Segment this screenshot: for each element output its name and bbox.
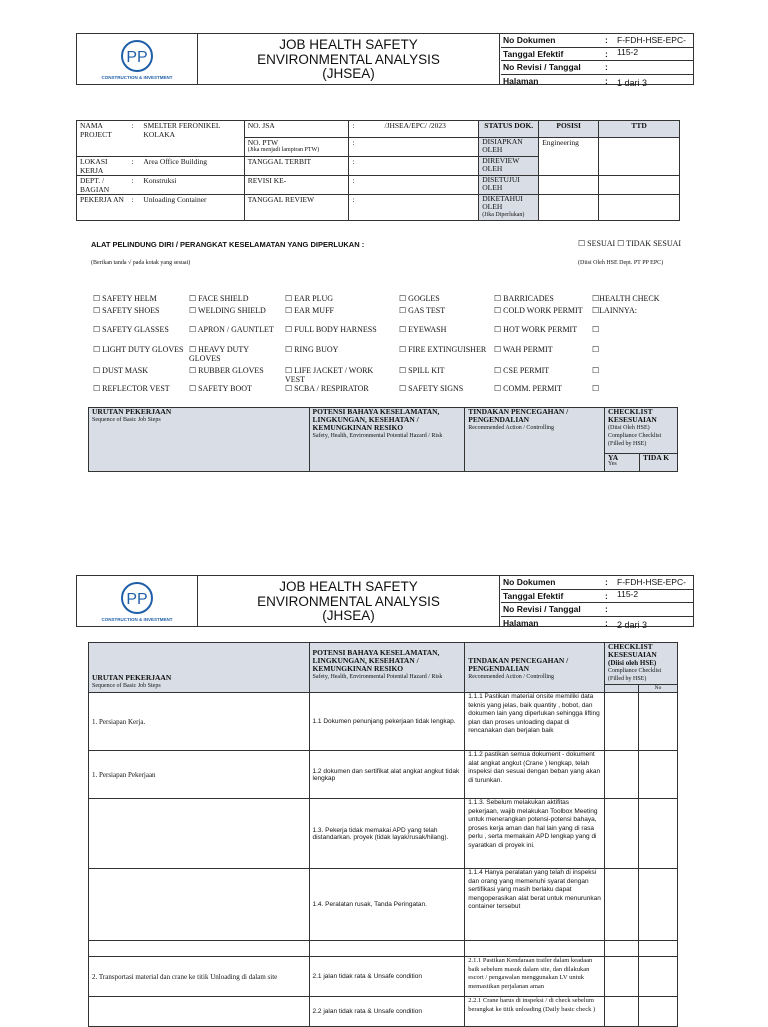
document-title: JOB HEALTH SAFETY ENVIRONMENTAL ANALYSIS (JHSEA) [198,34,500,84]
ppe-item[interactable]: ☐ SAFETY HELM [93,294,157,303]
action-cell: 2.2.1 Crane harus di inspeksi / di check sebelum berangkat ke titik unloading (Daily basic check ) [465,997,605,1027]
ppe-item[interactable]: ☐ GOGLES [399,294,440,303]
ppe-item[interactable]: ☐ WAH PERMIT [494,345,553,354]
project-info-table: NAMA PROJECT : SMELTER FERONIKEL KOLAKA NO. JSA : /JHSEA/EPC/ /2023 STATUS DOK. POSISI TTD NO. PTW (Jika menjadi lampiran PTW) : DISIAPKAN OLEH Engineering LOKASI KERJA : Area Office Building TANGGAL TERBIT : DIREVIEW OLEH DEPT. / BAGIAN : Konstruksi REVISI KE- : DISETUJUI OLEH PEKERJA AN : Unloading Container TANGGAL REVIEW : DIKETAHUI OLEH (Jika Diperlukan) [76,120,680,221]
company-logo [77,34,198,84]
table-row [89,869,678,941]
ppe-item[interactable]: ☐ RUBBER GLOVES [189,366,264,375]
ppe-item[interactable]: ☐ FULL BODY HARNESS [285,325,377,334]
ppe-item[interactable]: ☐ SAFETY BOOT [189,384,252,393]
checklist-ya-cell[interactable] [605,751,639,799]
ppe-item[interactable]: ☐ DUST MASK [93,366,149,375]
ppe-note: (Berikan tanda √ pada kotak yang sesuai) [91,260,191,266]
ppe-item[interactable]: ☐ SAFETY GLASSES [93,325,169,334]
table-row [89,957,678,997]
ppe-item[interactable]: ☐ COLD WORK PERMIT [494,306,583,315]
action-cell [465,941,605,957]
table-row [89,799,678,869]
document-meta: No Dokumen : F-FDH-HSE-EPC-115-2 Tanggal Efektif : No Revisi / Tanggal : Halaman : 2 dari 3 [501,576,693,629]
ppe-item[interactable]: ☐ COMM. PERMIT [494,384,562,393]
ppe-item[interactable]: ☐ APRON / GAUNTLET [189,325,274,334]
action-cell: 1.1.3. Sebelum melakukan aktifitas pekerjaan, wajib melakukan Toolbox Meeting untuk menerangkan potensi-potensi bahaya, proses kerja aman dan hal lain yang di rasa perlu , serta memakain APD lengkap yang di syaratkan di proyek ini. [465,799,605,869]
ppe-item[interactable]: ☐ SCBA / RESPIRATOR [285,384,369,393]
ppe-item[interactable]: ☐ SAFETY SHOES [93,306,160,315]
checklist-tidak-cell[interactable] [638,799,677,869]
ppe-item[interactable]: ☐ HOT WORK PERMIT [494,325,578,334]
step-cell [89,869,310,941]
checklist-tidak-cell[interactable] [638,997,677,1027]
step-cell: 2. Transportasi material dan crane ke titik Unloading di dalam site [89,957,310,997]
hazard-cell: 1.2 dokumen dan sertifikat alat angkat angkut tidak lengkap [309,751,465,799]
hazard-cell [309,941,465,957]
ppe-item[interactable]: ☐ LIGHT DUTY GLOVES [93,345,184,354]
ppe-item[interactable]: ☐ [592,366,600,375]
svg-text:PP: PP [126,591,148,608]
sesuai-note: (Diisi Oleh HSE Dept. PT PP EPC) [578,260,664,266]
ppe-item[interactable]: ☐ GAS TEST [399,306,446,315]
steps-header-table: URUTAN PEKERJAAN Sequence of Basic Job Steps POTENSI BAHAYA KESELAMATAN, LINGKUNGAN, KESEHATAN / KEMUNGKINAN RESIKO Safety, Health, Environmental Potential Hazard / Risk TINDAKAN PENCEGAHAN / PENGENDALIAN Recommended Action / Controlling CHECKLIST KESESUAIAN (Diisi Oleh HSE) Compliance Checklist (Filled by HSE) YA Yes TIDA K [88,407,678,472]
hazard-cell: 1.3. Pekerja tidak memakai APD yang telah distandarkan. proyek (tidak layak/rusak/hilang). [309,799,465,869]
ppe-item[interactable]: ☐ FIRE EXTINGUISHER [399,345,487,354]
page-number: 1 dari 3 [617,77,648,88]
checklist-ya-cell[interactable] [605,869,639,941]
hazard-cell: 1.4. Peralatan rusak, Tanda Peringatan. [309,869,465,941]
ppe-item[interactable]: ☐ [592,345,600,354]
action-cell: 2.1.1 Pastikan Kendaraan trailer dalam keadaan baik sebelum masuk dalam site, dan dilakukan escort / pengawalan menggunakan LV untuk memastikan perjalanan aman [465,957,605,997]
ppe-item[interactable]: ☐ WELDING SHIELD [189,306,266,315]
ppe-item[interactable]: ☐ HEAVY DUTY GLOVES [189,345,249,363]
ppe-item[interactable]: ☐ [592,325,600,334]
checklist-tidak-cell[interactable] [638,957,677,997]
ppe-item[interactable]: ☐ SPILL KIT [399,366,445,375]
ppe-item[interactable]: ☐LAINNYA: [592,306,637,315]
table-row [89,751,678,799]
checklist-tidak-cell[interactable] [638,941,677,957]
action-cell: 1.1.2 pastikan semua dokument - dokument alat angkat angkut (Crane ) lengkap, telah inspeksi dan sesuai dengan beban yang akan di turunkan. [465,751,605,799]
ppe-item[interactable]: ☐HEALTH CHECK [592,294,660,303]
company-tagline: CONSTRUCTION & INVESTMENT [101,75,173,80]
ppe-item[interactable]: ☐ [592,384,600,393]
table-row [89,941,678,957]
action-cell: 1.1.4 Hanya peralatan yang telah di inspeksi dan orang yang memenuhi syarat dengan sertifikasi yang masih berlaku dapat mengoperasikan alat berat untuk menurunkan container tersebut [465,869,605,941]
step-cell [89,799,310,869]
ppe-item[interactable]: ☐ REFLECTOR VEST [93,384,170,393]
hazard-cell: 2.1 jalan tidak rata & Unsafe condition [309,957,465,997]
ppe-item[interactable]: ☐ EAR MUFF [285,306,334,315]
sesuai-checkbox[interactable]: ☐ SESUAI ☐ TIDAK SESUAI [578,239,682,248]
step-cell [89,941,310,957]
ppe-item[interactable]: ☐ RING BUOY [285,345,339,354]
ppe-title: ALAT PELINDUNG DIRI / PERANGKAT KESELAMATAN YANG DIPERLUKAN : [91,240,365,249]
checklist-ya-cell[interactable] [605,941,639,957]
table-row [89,693,678,751]
checklist-tidak-cell[interactable] [638,693,677,751]
steps-table: URUTAN PEKERJAAN Sequence of Basic Job Steps POTENSI BAHAYA KESELAMATAN, LINGKUNGAN, KESEHATAN / KEMUNGKINAN RESIKO Safety, Health, Environmental Potential Hazard / Risk TINDAKAN PENCEGAHAN / PENGENDALIAN Recommended Action / Controlling CHECKLIST KESESUAIAN (Diisi oleh HSE) Compliance Checklist (Filled by HSE) No 1. Persiapan Kerja. 1.1 Dokumen penunjang pekerjaan tidak lengkap. 1.1.1 Pastikan material onsite memiliki data teknis yang jelas, baik quantity , bobot, dan dokumen lain yang diperlukan sehingga lifting plan dan proses unloading dapat di rencanakan dan berjalan baik 1. Persiapan Pekerjaan 1.2 dokumen dan sertifikat alat angkat angkut tidak lengkap 1.1.2 pastikan semua dokument - dokument alat angkat angkut (Crane ) lengkap, telah inspeksi dan sesuai dengan beban yang akan di turunkan. 1.3. Pekerja tidak memakai APD yang telah distandarkan. proyek (tidak layak/rusak/hilang). 1.1.3. Sebelum melakukan aktifitas pekerjaan, wajib melakukan Toolbox Meeting untuk menerangkan potensi-potensi bahaya, proses kerja aman dan hal lain yang di rasa perlu , serta memakain APD lengkap yang di syaratkan di proyek ini. 1.4. Peralatan rusak, Tanda Peringatan. 1.1.4 Hanya peralatan yang telah di inspeksi dan orang yang memenuhi syarat dengan sertifikasi yang masih berlaku dapat mengoperasikan alat berat untuk menurunkan container tersebut 2. Transportasi material dan crane ke titik Unloading di dalam site 2.1 jalan tidak rata & Unsafe condition 2.1.1 Pastikan Kendaraan trailer dalam keadaan baik sebelum masuk dalam site, dan dilakukan escort / pengawalan menggunakan LV untuk memastikan perjalanan aman 2.2 jalan tidak rata & Unsafe condition 2.2.1 Crane harus di inspeksi / di check sebelum berangkat ke titik unloading (Daily basic check ) [88,642,678,1027]
ppe-item[interactable]: ☐ SAFETY SIGNS [399,384,464,393]
company-logo: PP CONSTRUCTION & INVESTMENT [77,576,198,626]
ppe-item[interactable]: ☐ EYEWASH [399,325,447,334]
step-cell [89,997,310,1027]
page-number: 2 dari 3 [617,619,648,630]
checklist-ya-cell[interactable] [605,957,639,997]
ppe-item[interactable]: ☐ FACE SHIELD [189,294,249,303]
step-cell: 1. Persiapan Pekerjaan [89,751,310,799]
ppe-item[interactable]: ☐ BARRICADES [494,294,554,303]
checklist-tidak-cell[interactable] [638,751,677,799]
ppe-item[interactable]: ☐ CSE PERMIT [494,366,550,375]
checklist-ya-cell[interactable] [605,799,639,869]
table-row [89,997,678,1027]
svg-text:PP: PP [126,49,148,66]
action-cell: 1.1.1 Pastikan material onsite memiliki data teknis yang jelas, baik quantity , bobot, dan dokumen lain yang diperlukan sehingga lifting plan dan proses unloading dapat di rencanakan dan berjalan baik [465,693,605,751]
ppe-item[interactable]: ☐ LIFE JACKET / WORK VEST [285,366,374,384]
hazard-cell: 1.1 Dokumen penunjang pekerjaan tidak lengkap. [309,693,465,751]
checklist-ya-cell[interactable] [605,693,639,751]
document-meta: No Dokumen : F-FDH-HSE-EPC-115-2 Tanggal Efektif : No Revisi / Tanggal : Halaman : 1 dari 3 [501,34,693,87]
page2-header [76,575,694,630]
checklist-ya-cell[interactable] [605,997,639,1027]
step-cell: 1. Persiapan Kerja. [89,693,310,751]
document-title: JOB HEALTH SAFETY ENVIRONMENTAL ANALYSIS (JHSEA) [198,576,500,626]
ppe-item[interactable]: ☐ EAR PLUG [285,294,334,303]
page1-header [76,33,694,88]
checklist-tidak-cell[interactable] [638,869,677,941]
hazard-cell: 2.2 jalan tidak rata & Unsafe condition [309,997,465,1027]
